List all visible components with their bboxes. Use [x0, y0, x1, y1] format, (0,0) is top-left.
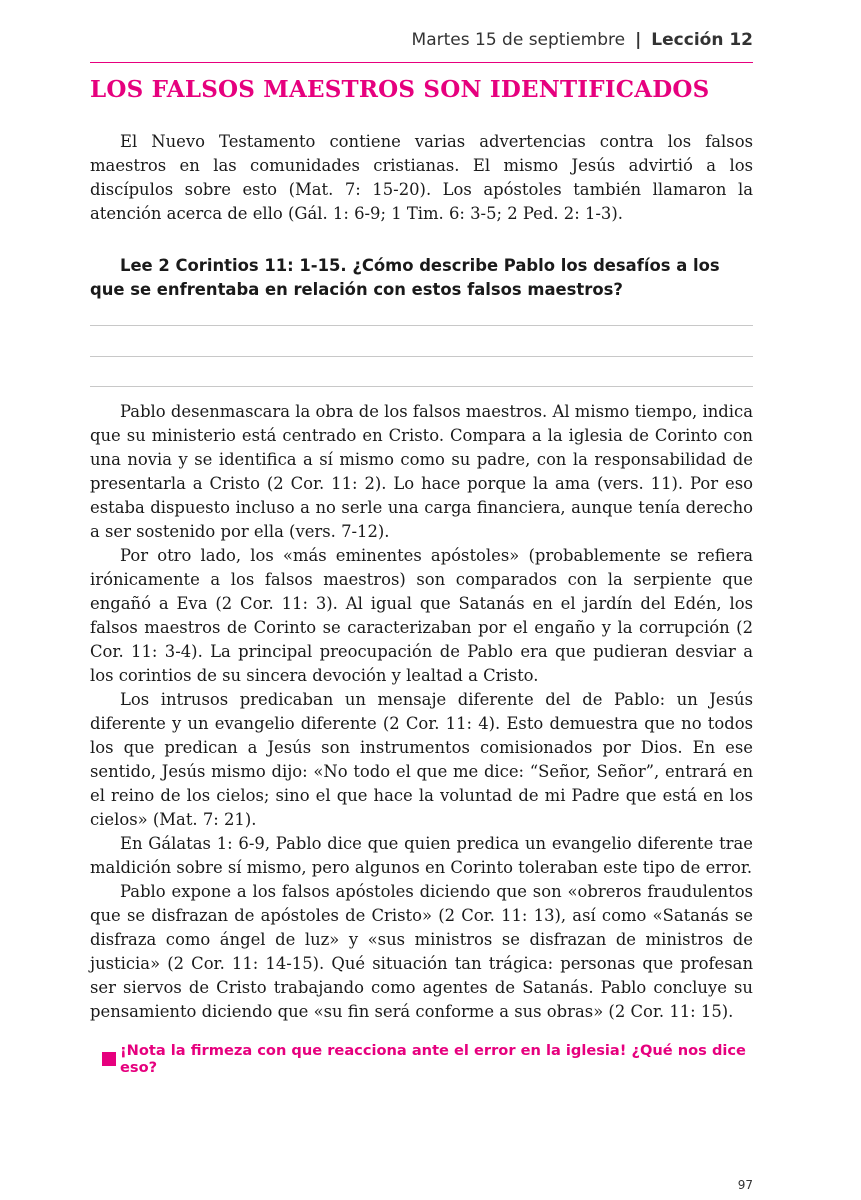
header-rule [90, 62, 753, 63]
running-header [412, 30, 753, 50]
intro-section [90, 130, 753, 226]
paragraph-4: En Gálatas 1: 6-9, Pablo dice que quien predica un evangelio diferente trae maldición sobre sí mismo, pero algunos en Corinto toleraban este tipo de error. [90, 834, 753, 877]
header-lesson: Lección 12 [651, 30, 753, 50]
intro-paragraph: El Nuevo Testamento contiene varias advertencias contra los falsos maestros en las comunidades cristianas. El mismo Jesús advirtió a los discípulos sobre esto (Mat. 7: 15-20). Los apóstoles también llamaron la atención acerca de ello (Gál. 1: 6-9; 1 Tim. 6: 3-5; 2 Ped. 2: 1-3). [90, 132, 753, 223]
header-separator: | [635, 30, 642, 50]
paragraph-1: Pablo desenmascara la obra de los falsos maestros. Al mismo tiempo, indica que su ministerio está centrado en Cristo. Compara a la iglesia de Corinto con una novia y se identifica a sí mismo como su padre, con la responsabilidad de presentarla a Cristo (2 Cor. 11: 2). Lo hace porque la ama (vers. 11). Por eso estaba dispuesto incluso a no serle una carga financiera, aunque tenía derecho a ser sostenido por ella (vers. 7-12). [90, 402, 753, 541]
note-text: ¡Nota la firmeza con que reacciona ante el error en la iglesia! ¿Qué nos dice eso? [120, 1042, 746, 1076]
paragraph-3: Los intrusos predicaban un mensaje diferente del de Pablo: un Jesús diferente y un evangelio diferente (2 Cor. 11: 4). Esto demuestra que no todos los que predican a Jesús son instrumentos comisionados por Dios. En ese sentido, Jesús mismo dijo: «No todo el que me dice: “Señor, Señor”, entrará en el reino de los cielos; sino el que hace la voluntad de mi Padre que está en los cielos» (Mat. 7: 21). [90, 690, 753, 829]
answer-line-1[interactable] [90, 325, 753, 326]
main-text [90, 400, 753, 1024]
answer-line-3[interactable] [90, 386, 753, 387]
answer-line-2[interactable] [90, 356, 753, 357]
paragraph-5: Pablo expone a los falsos apóstoles diciendo que son «obreros fraudulentos que se disfrazan de apóstoles de Cristo» (2 Cor. 11: 13), así como «Satanás se disfraza como ángel de luz» y «sus ministros se disfrazan de ministros de justicia» (2 Cor. 11: 14-15). Qué situación tan trágica: personas que profesan ser siervos de Cristo trabajando como agentes de Satanás. Pablo concluye su pensamiento diciendo que «su fin será conforme a sus obras» (2 Cor. 11: 15). [90, 882, 753, 1021]
header-date: Martes 15 de septiembre [411, 30, 626, 50]
study-question: Lee 2 Corintios 11: 1-15. ¿Cómo describe Pablo los desafíos a los que se enfrentaba en relación con estos falsos maestros? [90, 256, 720, 299]
paragraph-2: Por otro lado, los «más eminentes apóstoles» (probablemente se refiera irónicamente a los falsos maestros) son comparados con la serpiente que engañó a Eva (2 Cor. 11: 3). Al igual que Satanás en el jardín del Edén, los falsos maestros de Corinto se caracterizaban por el engaño y la corrupción (2 Cor. 11: 3-4). La principal preocupación de Pablo era que pudieran desviar a los corintios de su sincera devoción y lealtad a Cristo. [90, 546, 753, 685]
page-number: 97 [737, 1178, 753, 1192]
page-title: LOS FALSOS MAESTROS SON IDENTIFICADOS [90, 76, 710, 103]
square-bullet-icon [102, 1052, 116, 1066]
reflection-note [102, 1042, 762, 1076]
